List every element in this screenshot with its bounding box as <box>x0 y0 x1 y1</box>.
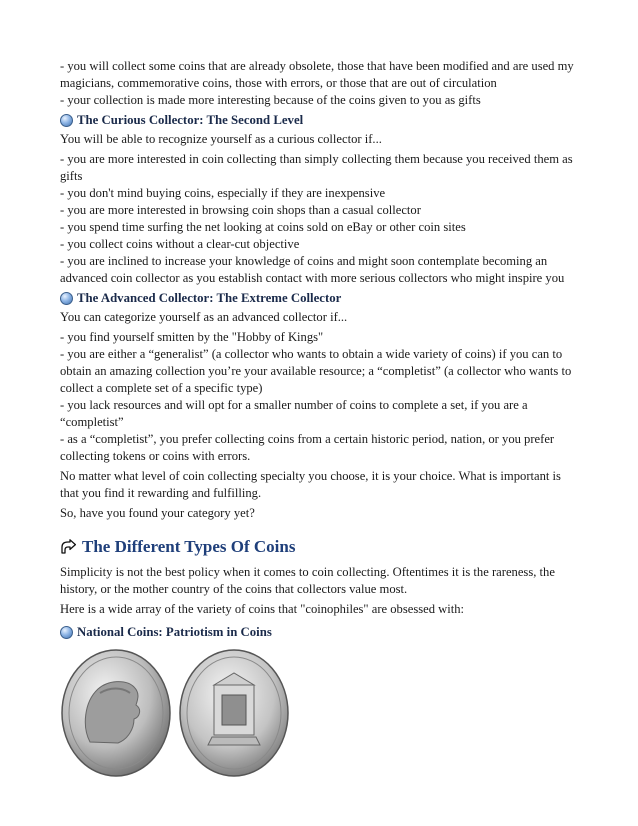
advanced-line: - you lack resources and will opt for a smaller number of coins to complete a set, if you are a <box>60 398 528 412</box>
advanced-line: obtain an amazing collection you’re your available resource; a “completist” (a collector who wants to <box>60 364 572 378</box>
coin-images <box>60 647 582 779</box>
different-types-heading <box>60 536 582 558</box>
curious-line: - you don't mind buying coins, especially if they are inexpensive <box>60 186 386 200</box>
national-coins-heading <box>60 623 582 641</box>
intro-line-1: - you will collect some coins that are already obsolete, those that have been modified and are used my <box>60 59 574 73</box>
blue-globe-bullet-icon <box>60 292 73 305</box>
advanced-line: - as a “completist”, you prefer collecting coins from a certain historic period, nation, or you prefer <box>60 432 555 446</box>
curious-line: - you are more interested in browsing coin shops than a casual collector <box>60 203 421 217</box>
advanced-lead: You can categorize yourself as an advanced collector if... <box>60 310 348 324</box>
advanced-line: - you find yourself smitten by the "Hobby of Kings" <box>60 330 324 344</box>
advanced-line: collect a complete set of a specific type) <box>60 381 263 395</box>
blue-globe-bullet-icon <box>60 114 73 127</box>
advanced-collector-heading <box>60 289 582 307</box>
types-para1-line1: Simplicity is not the best policy when it comes to coin collecting. Oftentimes it is the rareness, the <box>60 565 555 579</box>
hot-springs-coin-image <box>178 647 290 779</box>
conclusion-question: So, have you found your category yet? <box>60 506 255 520</box>
curious-lead: You will be able to recognize yourself as a curious collector if... <box>60 132 382 146</box>
conclusion-line-2: that you find it rewarding and fulfilling. <box>60 486 262 500</box>
curious-line: gifts <box>60 169 83 183</box>
advanced-line: - you are either a “generalist” (a collector who wants to obtain a wide variety of coins) if you can to <box>60 347 563 361</box>
curious-collector-heading <box>60 111 582 129</box>
curious-line: - you are more interested in coin collecting than simply collecting them because you received them as <box>60 152 573 166</box>
curious-line: advanced coin collector as you establish contact with more serious collectors who might inspire you <box>60 271 565 285</box>
intro-line-3: - your collection is made more interesting because of the coins given to you as gifts <box>60 93 481 107</box>
types-para1-line2: history, or the mother country of the coins that collectors value most. <box>60 582 408 596</box>
advanced-line: “completist” <box>60 415 124 429</box>
different-types-heading-text: The Different Types Of Coins <box>82 537 296 556</box>
curious-line: - you spend time surfing the net looking at coins sold on eBay or other coin sites <box>60 220 466 234</box>
document-page <box>60 58 582 779</box>
quarter-dollar-coin-image <box>60 647 172 779</box>
curious-collector-heading-text: The Curious Collector: The Second Level <box>77 113 304 127</box>
advanced-line: collecting tokens or coins with errors. <box>60 449 251 463</box>
types-para2: Here is a wide array of the variety of coins that "coinophiles" are obsessed with: <box>60 602 465 616</box>
right-arrow-icon <box>60 539 76 555</box>
advanced-collector-heading-text: The Advanced Collector: The Extreme Collector <box>77 291 342 305</box>
blue-globe-bullet-icon <box>60 626 73 639</box>
conclusion-line-1: No matter what level of coin collecting specialty you choose, it is your choice. What is important is <box>60 469 561 483</box>
curious-line: - you are inclined to increase your knowledge of coins and might soon contemplate becoming an <box>60 254 548 268</box>
intro-line-2: magicians, commemorative coins, those with errors, or those that are out of circulation <box>60 76 497 90</box>
curious-line: - you collect coins without a clear-cut objective <box>60 237 300 251</box>
national-coins-heading-text: National Coins: Patriotism in Coins <box>77 625 272 639</box>
